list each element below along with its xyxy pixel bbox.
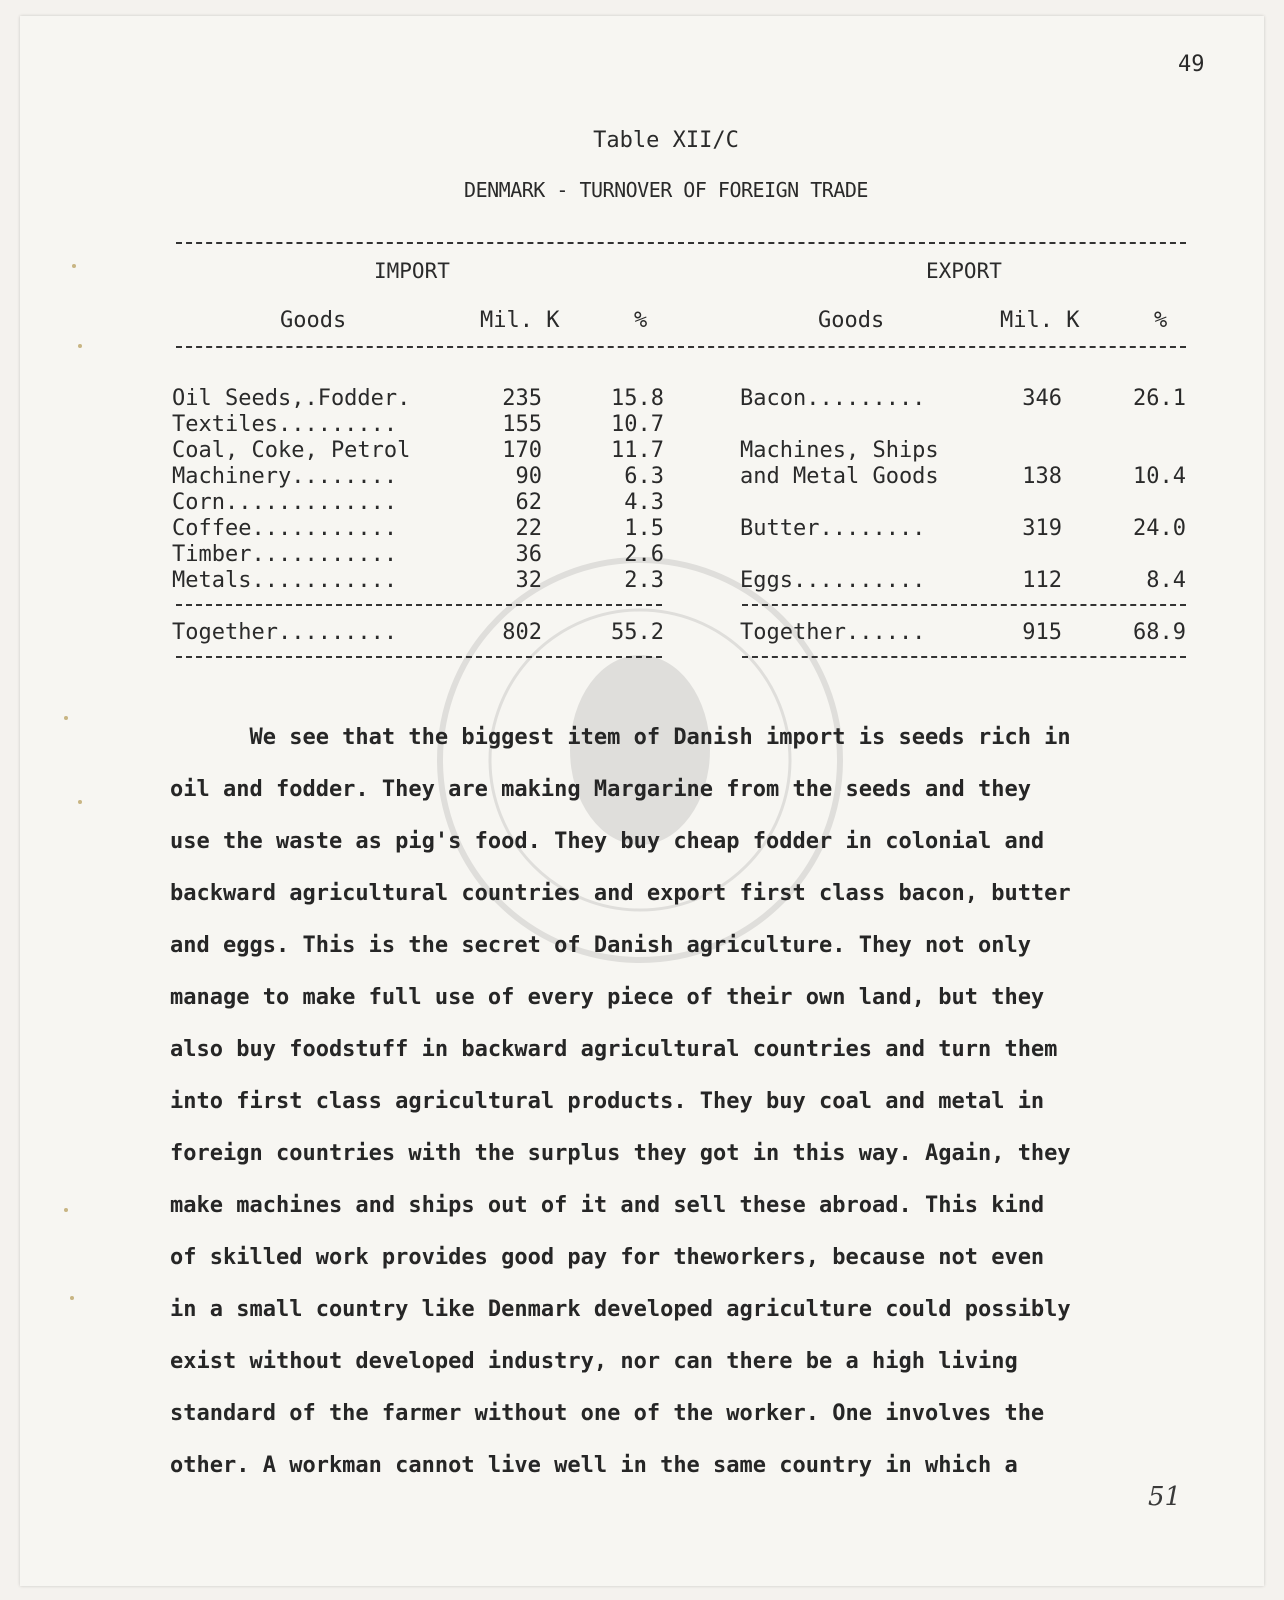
- paper-speck: [72, 264, 76, 268]
- import-total-bottom-rule: [176, 656, 662, 658]
- import-row-mil-k: 90: [515, 464, 542, 489]
- paragraph-line: in a small country like Denmark developed agriculture could possibly: [170, 1297, 1071, 1322]
- export-row-goods: Bacon.........: [740, 386, 926, 411]
- export-total-bottom-rule: [742, 656, 1186, 658]
- paragraph-line: manage to make full use of every piece of their own land, but they: [170, 985, 1045, 1010]
- export-row-percent: 26.1: [1133, 386, 1186, 411]
- export-total-top-rule: [742, 604, 1186, 606]
- paragraph-line: also buy foodstuff in backward agricultural countries and turn them: [170, 1037, 1058, 1062]
- import-row-percent: 11.7: [611, 438, 664, 463]
- import-row-goods: Coal, Coke, Petrol: [172, 438, 411, 463]
- paragraph-line: and eggs. This is the secret of Danish agriculture. They not only: [170, 933, 1031, 958]
- export-row-percent: 24.0: [1133, 516, 1186, 541]
- export-row-goods-line1: Machines, Ships: [740, 438, 939, 463]
- export-header: EXPORT: [926, 259, 1002, 283]
- import-row-goods: Oil Seeds,.Fodder.: [172, 386, 411, 411]
- handwritten-folio-number: 51: [1148, 1482, 1182, 1512]
- paragraph-line: other. A workman cannot live well in the same country in which a: [170, 1453, 1018, 1478]
- import-row-mil-k: 155: [502, 412, 542, 437]
- export-row-goods: Eggs..........: [740, 568, 926, 593]
- paragraph-line: foreign countries with the surplus they got in this way. Again, they: [170, 1141, 1071, 1166]
- export-row-goods: Butter........: [740, 516, 926, 541]
- paragraph-line: backward agricultural countries and export first class bacon, butter: [170, 881, 1071, 906]
- paragraph-line: oil and fodder. They are making Margarine from the seeds and they: [170, 777, 1031, 802]
- import-total-top-rule: [176, 604, 662, 606]
- import-row-goods: Corn.............: [172, 490, 398, 515]
- import-row-mil-k: 62: [515, 490, 542, 515]
- table-title: Table XII/C: [593, 128, 739, 153]
- export-row-percent: 8.4: [1146, 568, 1186, 593]
- export-row-percent: 10.4: [1133, 464, 1186, 489]
- import-row-percent: 4.3: [624, 490, 664, 515]
- body-paragraph: [170, 712, 1220, 1492]
- export-col-goods: Goods: [818, 308, 885, 333]
- export-total-percent: 68.9: [1133, 620, 1186, 645]
- paragraph-line: of skilled work provides good pay for theworkers, because not even: [170, 1245, 1045, 1270]
- paragraph-line: exist without developed industry, nor can there be a high living: [170, 1349, 1018, 1374]
- paragraph-line: use the waste as pig's food. They buy cheap fodder in colonial and: [170, 829, 1045, 854]
- import-row-percent: 6.3: [624, 464, 664, 489]
- paragraph-line: into first class agricultural products. They buy coal and metal in: [170, 1089, 1045, 1114]
- import-total-percent: 55.2: [611, 620, 664, 645]
- paragraph-line: standard of the farmer without one of the worker. One involves the: [170, 1401, 1045, 1426]
- export-row-mil-k: 346: [1022, 386, 1062, 411]
- paper-speck: [78, 344, 82, 348]
- import-row-percent: 15.8: [611, 386, 664, 411]
- import-row-mil-k: 170: [502, 438, 542, 463]
- import-row-mil-k: 22: [515, 516, 542, 541]
- export-row-goods: and Metal Goods: [740, 464, 939, 489]
- paper-speck: [64, 1208, 68, 1212]
- import-row-goods: Coffee...........: [172, 516, 398, 541]
- export-row-mil-k: 112: [1022, 568, 1062, 593]
- import-col-percent: %: [634, 308, 648, 333]
- import-row-goods: Textiles.........: [172, 412, 398, 437]
- import-row-percent: 2.3: [624, 568, 664, 593]
- import-row-percent: 1.5: [624, 516, 664, 541]
- export-total-mil-k: 915: [1022, 620, 1062, 645]
- import-total-mil-k: 802: [502, 620, 542, 645]
- import-total-label: Together.........: [172, 620, 398, 645]
- import-header: IMPORT: [374, 259, 450, 283]
- import-row-mil-k: 32: [515, 568, 542, 593]
- export-col-mil-k: Mil. K: [1000, 308, 1080, 333]
- import-row-goods: Timber...........: [172, 542, 398, 567]
- import-row-mil-k: 235: [502, 386, 542, 411]
- header-bottom-rule: [176, 346, 1186, 348]
- table-top-rule: [176, 242, 1186, 244]
- paper-speck: [78, 800, 82, 804]
- import-row-goods: Machinery........: [172, 464, 398, 489]
- paragraph-line: We see that the biggest item of Danish import is seeds rich in: [170, 725, 1071, 750]
- import-row-percent: 2.6: [624, 542, 664, 567]
- export-row-mil-k: 319: [1022, 516, 1062, 541]
- paper-speck: [70, 1296, 74, 1300]
- import-row-goods: Metals...........: [172, 568, 398, 593]
- page-number: 49: [1178, 52, 1205, 77]
- export-row-mil-k: 138: [1022, 464, 1062, 489]
- import-col-mil-k: Mil. K: [480, 308, 560, 333]
- import-col-goods: Goods: [280, 308, 347, 333]
- import-row-mil-k: 36: [515, 542, 542, 567]
- paper-speck: [64, 716, 68, 720]
- export-col-percent: %: [1154, 308, 1168, 333]
- import-row-percent: 10.7: [611, 412, 664, 437]
- paragraph-line: make machines and ships out of it and sell these abroad. This kind: [170, 1193, 1045, 1218]
- table-subtitle: DENMARK - TURNOVER OF FOREIGN TRADE: [464, 178, 868, 202]
- export-total-label: Together......: [740, 620, 926, 645]
